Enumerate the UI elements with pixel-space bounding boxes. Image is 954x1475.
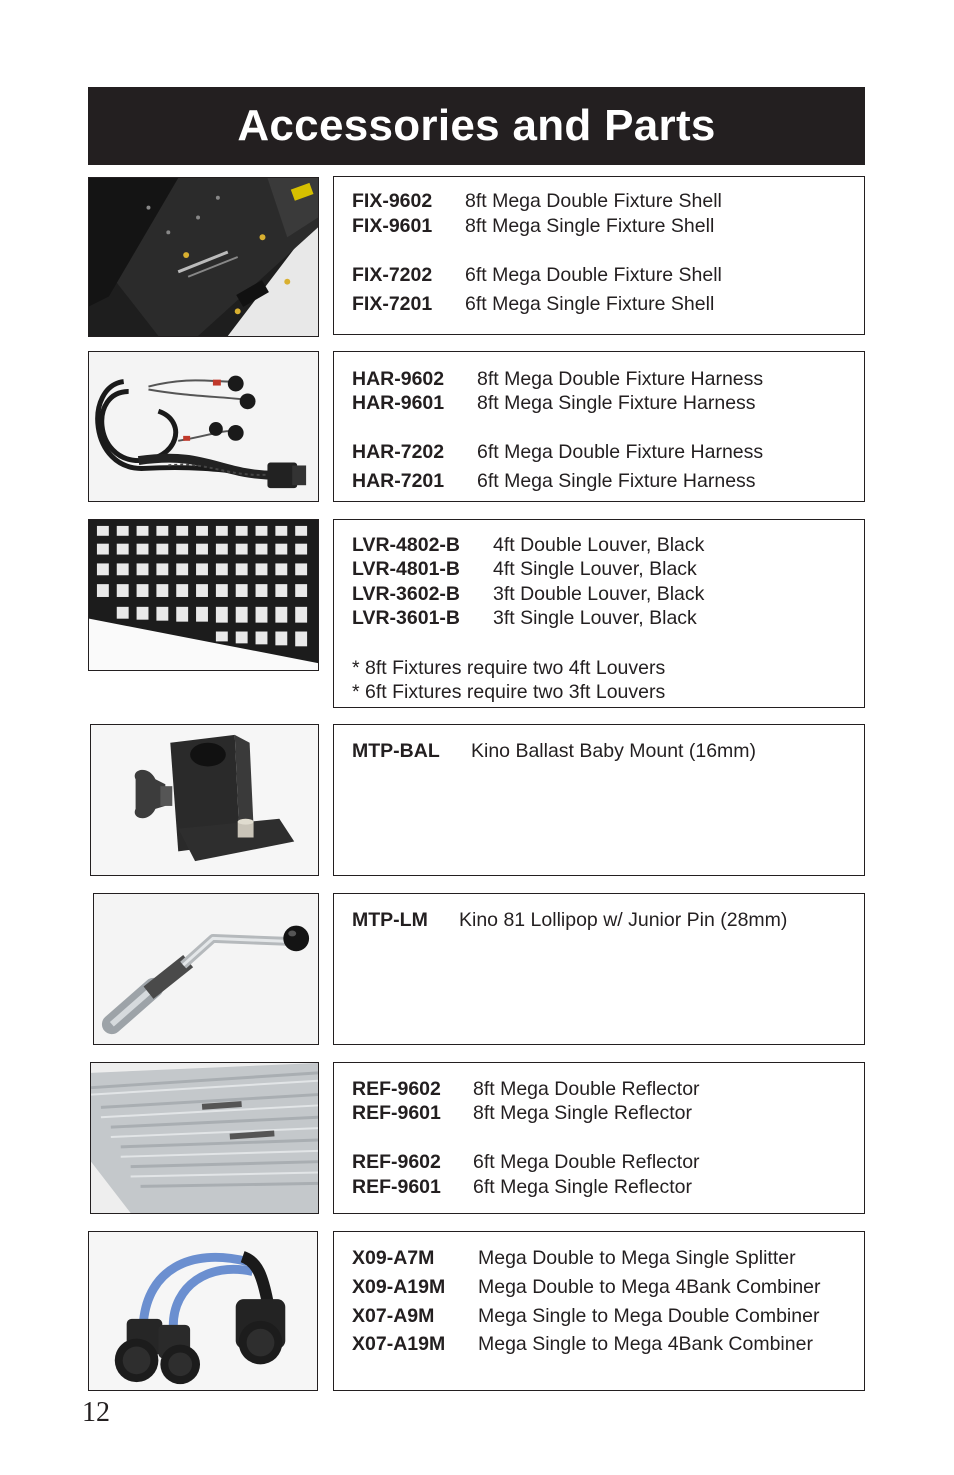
page-header (88, 87, 865, 165)
part-description: Kino 81 Lollipop w/ Junior Pin (28mm) (459, 909, 788, 931)
page-number: 12 (82, 1397, 110, 1428)
part-code: REF-9602 (352, 1151, 441, 1173)
part-description: 6ft Mega Single Reflector (473, 1176, 692, 1198)
louver-note: * 6ft Fixtures require two 3ft Louvers (352, 681, 666, 703)
part-description: Mega Single to Mega 4Bank Combiner (478, 1333, 813, 1355)
part-code: HAR-7202 (352, 441, 445, 463)
part-description: 4ft Double Louver, Black (493, 534, 705, 556)
part-code: X07-A9M (352, 1305, 435, 1327)
part-description: 8ft Mega Double Fixture Harness (477, 368, 764, 390)
part-code: X07-A19M (352, 1333, 446, 1355)
part-code: REF-9601 (352, 1176, 441, 1198)
part-code: FIX-9602 (352, 190, 433, 212)
part-description: Mega Double to Mega Single Splitter (478, 1247, 796, 1269)
part-description: 4ft Single Louver, Black (493, 558, 697, 580)
harness-photo (88, 351, 319, 502)
part-description: 8ft Mega Single Reflector (473, 1102, 692, 1124)
louver-list (333, 519, 865, 708)
part-description: 8ft Mega Single Fixture Harness (477, 392, 756, 414)
harness-list (333, 351, 865, 502)
lollipop-list (333, 893, 865, 1045)
part-description: 3ft Single Louver, Black (493, 607, 697, 629)
part-code: X09-A19M (352, 1276, 446, 1298)
part-description: Mega Double to Mega 4Bank Combiner (478, 1276, 821, 1298)
part-code: REF-9602 (352, 1078, 441, 1100)
part-code: FIX-7201 (352, 293, 433, 315)
part-description: 8ft Mega Double Reflector (473, 1078, 700, 1100)
part-code: HAR-9601 (352, 392, 445, 414)
part-code: FIX-7202 (352, 264, 433, 286)
part-code: HAR-9602 (352, 368, 445, 390)
part-description: 6ft Mega Single Fixture Shell (465, 293, 715, 315)
part-description: 6ft Mega Single Fixture Harness (477, 470, 756, 492)
part-description: Kino Ballast Baby Mount (16mm) (471, 740, 757, 762)
part-description: 6ft Mega Double Reflector (473, 1151, 700, 1173)
fixture-shell-list (333, 176, 865, 335)
splitter-cable-photo (88, 1231, 318, 1391)
part-code: LVR-4802-B (352, 534, 461, 556)
part-code: LVR-4801-B (352, 558, 461, 580)
lollipop-photo (93, 893, 319, 1045)
page-title: Accessories and Parts (237, 101, 716, 150)
part-code: LVR-3601-B (352, 607, 461, 629)
louver-photo (88, 519, 319, 671)
fixture-shell-photo (88, 177, 319, 337)
reflector-photo (90, 1062, 319, 1214)
part-code: HAR-7201 (352, 470, 445, 492)
part-code: REF-9601 (352, 1102, 441, 1124)
part-code: X09-A7M (352, 1247, 435, 1269)
part-code: LVR-3602-B (352, 583, 461, 605)
baby-mount-list (333, 724, 865, 876)
reflector-list (333, 1062, 865, 1214)
splitter-cable-list (333, 1231, 865, 1391)
part-code: FIX-9601 (352, 215, 433, 237)
part-code: MTP-BAL (352, 740, 440, 762)
part-description: 8ft Mega Double Fixture Shell (465, 190, 722, 212)
part-description: 3ft Double Louver, Black (493, 583, 705, 605)
part-description: 8ft Mega Single Fixture Shell (465, 215, 715, 237)
part-code: MTP-LM (352, 909, 428, 931)
part-description: Mega Single to Mega Double Combiner (478, 1305, 820, 1327)
baby-mount-photo (90, 724, 319, 876)
louver-note: * 8ft Fixtures require two 4ft Louvers (352, 657, 666, 679)
part-description: 6ft Mega Double Fixture Harness (477, 441, 764, 463)
part-description: 6ft Mega Double Fixture Shell (465, 264, 722, 286)
